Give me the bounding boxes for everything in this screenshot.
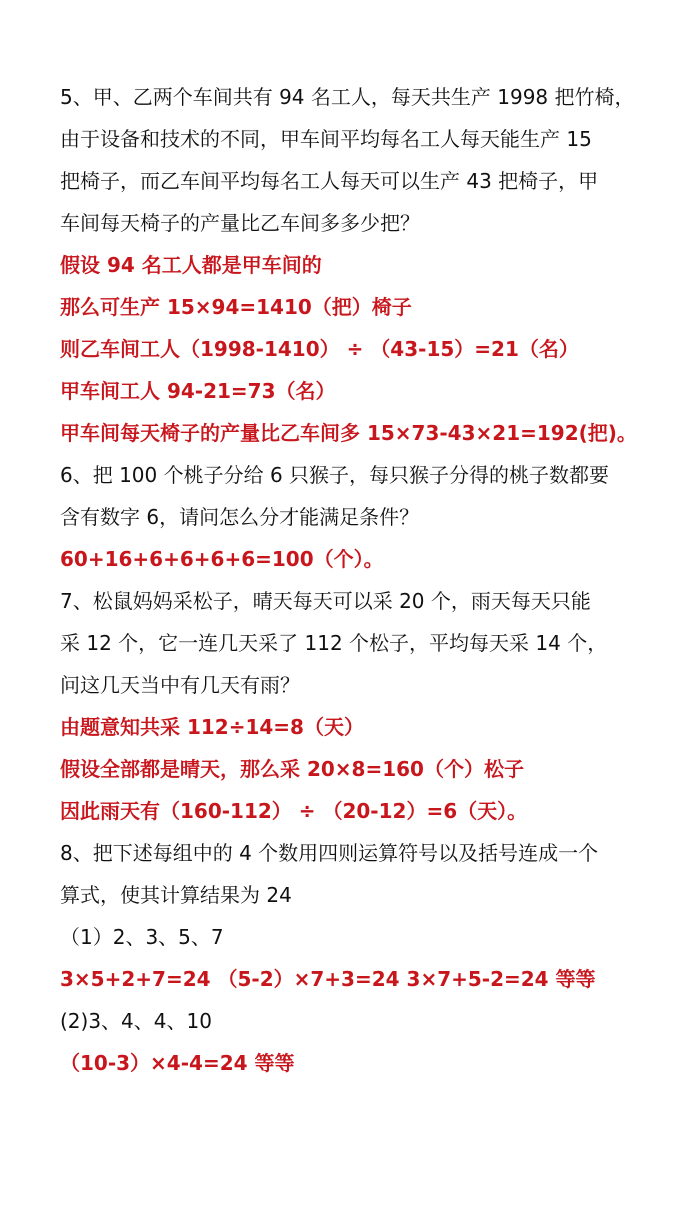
q8-line-2: 算式，使其计算结果为 24 <box>60 883 292 907</box>
q5-answer-line-3: 则乙车间工人（1998-1410） ÷ （43-15）=21（名） <box>60 337 579 361</box>
q7-line-1: 7、松鼠妈妈采松子，晴天每天可以采 20 个，雨天每天只能 <box>60 589 591 613</box>
q6-answer-line-1: 60+16+6+6+6+6=100（个）。 <box>60 547 384 571</box>
q6-line-2: 含有数字 6，请问怎么分才能满足条件？ <box>60 505 420 529</box>
q5-answer-line-5: 甲车间每天椅子的产量比乙车间多 15×73-43×21=192(把)。 <box>60 421 637 445</box>
q5-line-3: 把椅子，而乙车间平均每名工人每天可以生产 43 把椅子，甲 <box>60 169 599 193</box>
q8-sub1-answer: 3×5+2+7=24 （5-2）×7+3=24 3×7+5-2=24 等等 <box>60 967 596 991</box>
q5-line-1: 5、甲、乙两个车间共有 94 名工人，每天共生产 1998 把竹椅， <box>60 85 635 109</box>
q7-answer-line-3: 因此雨天有（160-112） ÷ （20-12）=6（天）。 <box>60 799 528 823</box>
q8-sub1-label: （1）2、3、5、7 <box>60 925 224 949</box>
q5-answer-line-2: 那么可生产 15×94=1410（把）椅子 <box>60 295 412 319</box>
q5-answer-line-1: 假设 94 名工人都是甲车间的 <box>60 253 322 277</box>
q8-sub2-answer: （10-3）×4-4=24 等等 <box>60 1051 295 1075</box>
q5-answer-line-4: 甲车间工人 94-21=73（名） <box>60 379 336 403</box>
q8-line-1: 8、把下述每组中的 4 个数用四则运算符号以及括号连成一个 <box>60 841 599 865</box>
q8-sub2-label: (2)3、4、4、10 <box>60 1009 212 1033</box>
q7-answer-line-2: 假设全部都是晴天，那么采 20×8=160（个）松子 <box>60 757 524 781</box>
q5-line-2: 由于设备和技术的不同，甲车间平均每名工人每天能生产 15 <box>60 127 592 151</box>
q6-line-1: 6、把 100 个桃子分给 6 只猴子，每只猴子分得的桃子数都要 <box>60 463 610 487</box>
q5-line-4: 车间每天椅子的产量比乙车间多多少把？ <box>60 211 420 235</box>
q7-answer-line-1: 由题意知共采 112÷14=8（天） <box>60 715 364 739</box>
q7-line-2: 采 12 个，它一连几天采了 112 个松子，平均每天采 14 个， <box>60 631 608 655</box>
q7-line-3: 问这几天当中有几天有雨？ <box>60 673 300 697</box>
